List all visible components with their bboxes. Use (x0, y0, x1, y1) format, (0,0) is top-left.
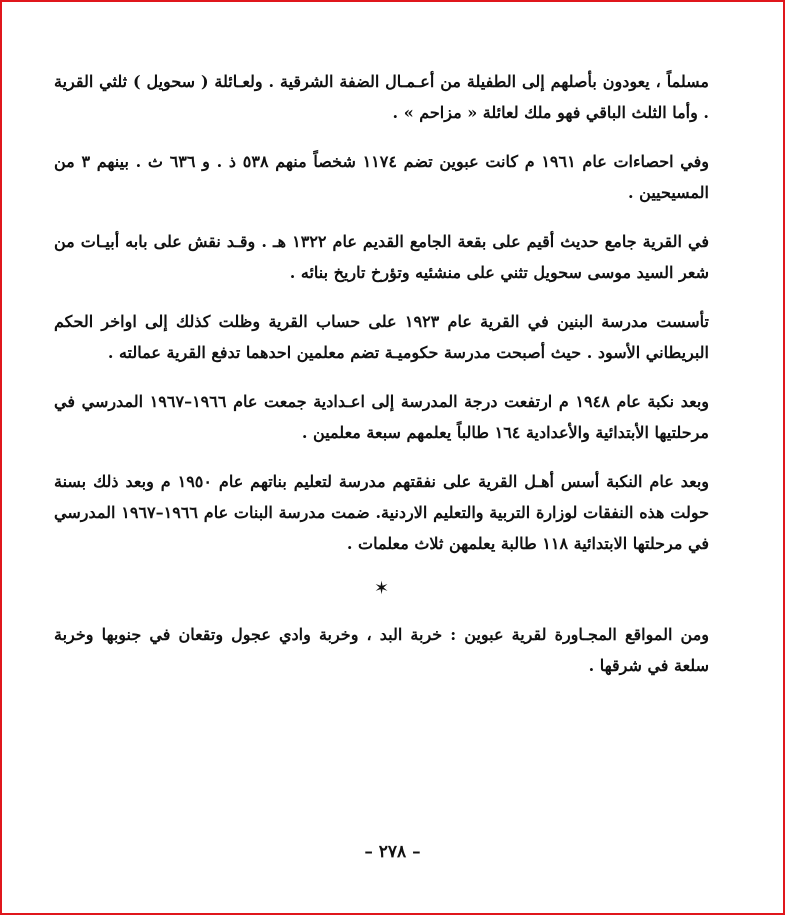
paragraph-families: مسلماً ، يعودون بأصلهم إلى الطفيلة من أعـمـال الضفة الشرقية . ولعـائلة ( سحويل ) ثلثي القرية . وأما الثلث الباقي فهو ملك لعائلة « مزاحم » . (54, 72, 709, 122)
paragraph-mosque: في القرية جامع حديث أقيم على بقعة الجامع القديم عام ١٣٢٢ هـ . وقـد نقش على بابه أبيـات من شعر السيد موسى سحويل تثني على منشئيه وتؤرخ تاريخ بنائه . (54, 232, 709, 282)
page-body (54, 66, 709, 699)
paragraph-nearby-sites: ومن المواقع المجـاورة لقرية عبوين : خربة البد ، وخربة وادي عجول وتقعان في جنوبها وخربة سلعة في شرقها . (54, 625, 709, 675)
paragraph-girls-school: وبعد عام النكبة أسس أهـل القرية على نفقتهم مدرسة لتعليم بناتهم عام ١٩٥٠ م وبعد ذلك بسنة حولت هذه النفقات لوزارة التربية والتعليم الاردنية. ضمت مدرسة البنات عام ١٩٦٦–١٩٦٧ المدرسي في مرحلتها الابتدائية ١١٨ طالبة يعلمهن ثلاث معلمات . (54, 472, 710, 553)
paragraph-census-1961: وفي احصاءات عام ١٩٦١ م كانت عبوين تضم ١١٧٤ شخصاً منهم ٥٣٨ ذ . و ٦٣٦ ث . بينهم ٣ من المسيحيين . (54, 152, 709, 202)
star-separator-icon: ✶ (373, 578, 390, 599)
page-number: – ٢٧٨ – (364, 842, 421, 862)
paragraph-preparatory-school: وبعد نكبة عام ١٩٤٨ م ارتفعت درجة المدرسة إلى اعـدادية جمعت عام ١٩٦٦–١٩٦٧ المدرسي في مرحلتيها الأبتدائية والأعدادية ١٦٤ طالباً يعلمهم سبعة معلمين . (54, 392, 710, 442)
paragraph-boys-school: تأسست مدرسة البنين في القرية عام ١٩٢٣ على حساب القرية وظلت كذلك إلى اواخر الحكم البريطاني الأسود . حيث أصبحت مدرسة حكوميـة تضم معلمين احدهما تدفع القرية عمالته . (54, 312, 710, 362)
